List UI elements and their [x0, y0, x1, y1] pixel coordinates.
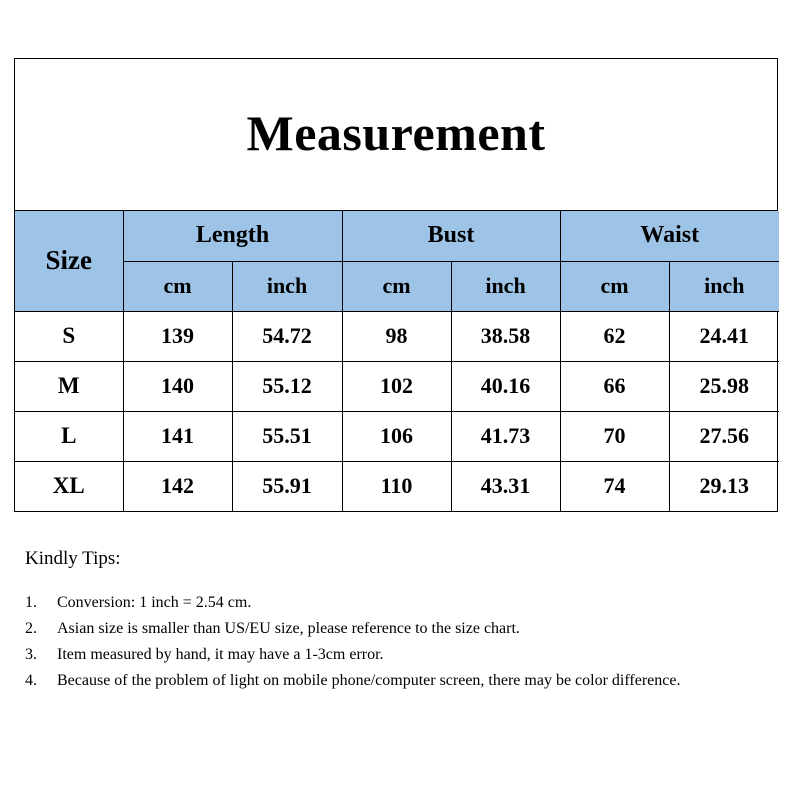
value-cell: 106 — [342, 411, 451, 461]
size-cell: M — [15, 361, 123, 411]
value-cell: 62 — [560, 311, 669, 361]
value-cell: 139 — [123, 311, 232, 361]
size-cell: S — [15, 311, 123, 361]
value-cell: 102 — [342, 361, 451, 411]
value-cell: 110 — [342, 461, 451, 511]
table-row — [15, 361, 779, 411]
list-item — [25, 668, 775, 694]
bust-header: Bust — [342, 211, 560, 261]
list-item — [25, 642, 775, 668]
value-cell: 24.41 — [669, 311, 779, 361]
value-cell: 41.73 — [451, 411, 560, 461]
value-cell: 74 — [560, 461, 669, 511]
value-cell: 66 — [560, 361, 669, 411]
list-item — [25, 590, 775, 616]
size-table — [15, 211, 779, 511]
unit-header: cm — [123, 261, 232, 311]
value-cell: 29.13 — [669, 461, 779, 511]
size-cell: L — [15, 411, 123, 461]
tip-text: Because of the problem of light on mobile phone/computer screen, there may be color difference. — [57, 672, 681, 689]
value-cell: 40.16 — [451, 361, 560, 411]
value-cell: 142 — [123, 461, 232, 511]
list-item — [25, 616, 775, 642]
tip-number: 2. — [25, 620, 37, 637]
unit-header-row — [15, 261, 779, 311]
unit-header: cm — [342, 261, 451, 311]
unit-header: inch — [451, 261, 560, 311]
table-row — [15, 411, 779, 461]
value-cell: 43.31 — [451, 461, 560, 511]
chart-title: Measurement — [246, 104, 546, 161]
value-cell: 55.12 — [232, 361, 342, 411]
value-cell: 140 — [123, 361, 232, 411]
tip-number: 1. — [25, 594, 37, 611]
tip-number: 4. — [25, 672, 37, 689]
value-cell: 141 — [123, 411, 232, 461]
value-cell: 55.51 — [232, 411, 342, 461]
tips-list — [25, 590, 775, 694]
length-header: Length — [123, 211, 342, 261]
value-cell: 54.72 — [232, 311, 342, 361]
group-header-row — [15, 211, 779, 261]
tips-section — [25, 548, 775, 694]
value-cell: 25.98 — [669, 361, 779, 411]
value-cell: 55.91 — [232, 461, 342, 511]
title-box — [15, 59, 777, 211]
value-cell: 70 — [560, 411, 669, 461]
table-row — [15, 311, 779, 361]
size-cell: XL — [15, 461, 123, 511]
tips-title: Kindly Tips: — [25, 548, 121, 569]
tip-number: 3. — [25, 646, 37, 663]
waist-header: Waist — [560, 211, 779, 261]
unit-header: cm — [560, 261, 669, 311]
unit-header: inch — [232, 261, 342, 311]
value-cell: 27.56 — [669, 411, 779, 461]
unit-header: inch — [669, 261, 779, 311]
size-chart — [14, 58, 778, 512]
tip-text: Asian size is smaller than US/EU size, please reference to the size chart. — [57, 620, 520, 637]
tip-text: Item measured by hand, it may have a 1-3cm error. — [57, 646, 384, 663]
tip-text: Conversion: 1 inch = 2.54 cm. — [57, 594, 252, 611]
table-row — [15, 461, 779, 511]
size-header: Size — [15, 211, 123, 311]
value-cell: 98 — [342, 311, 451, 361]
value-cell: 38.58 — [451, 311, 560, 361]
